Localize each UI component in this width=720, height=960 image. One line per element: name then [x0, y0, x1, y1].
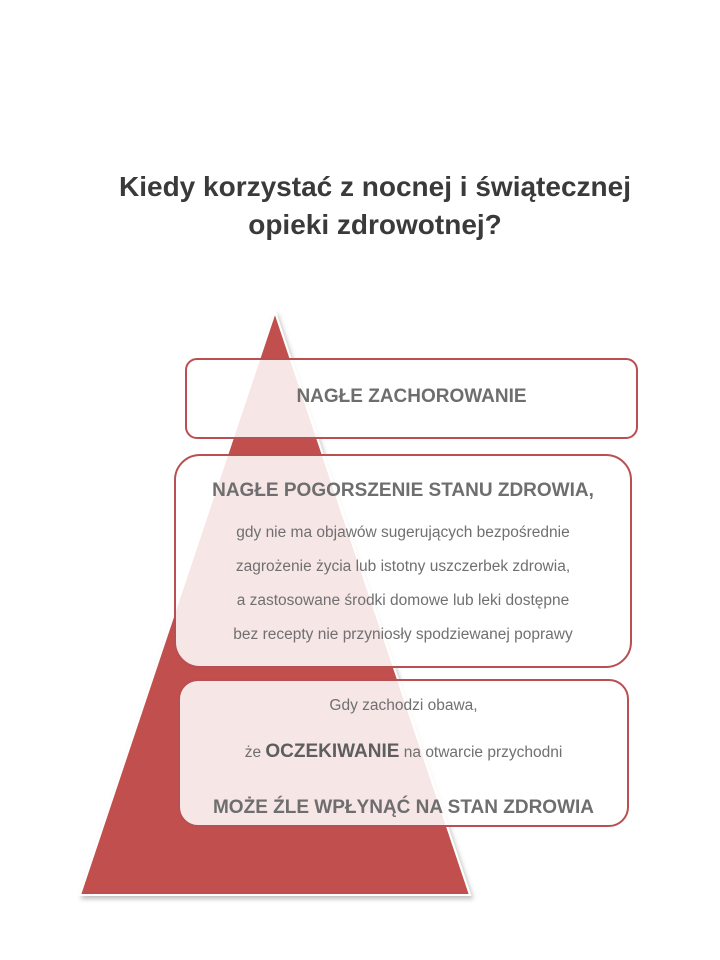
tier-middle-box	[174, 454, 632, 668]
tier-bottom-line-2-suffix: na otwarcie przychodni	[403, 744, 563, 761]
tier-bottom-heading: MOŻE ŹLE WPŁYNĄĆ NA STAN ZDROWIA	[212, 797, 595, 818]
tier-middle-heading: NAGŁE POGORSZENIE STANU ZDROWIA,	[212, 480, 594, 501]
tier-bottom-line-2-prefix: że	[244, 744, 262, 761]
tier-middle-line-3: a zastosowane środki domowe lub leki dostępne	[236, 592, 570, 609]
title-line-1: Kiedy korzystać z nocnej i świątecznej	[119, 171, 631, 202]
tier-middle-line-2: zagrożenie życia lub istotny uszczerbek zdrowia,	[235, 558, 571, 575]
tier-middle-line-1: gdy nie ma objawów sugerujących bezpośrednie	[236, 524, 570, 541]
tier-bottom-emphasis: OCZEKIWANIE	[265, 741, 400, 762]
tier-bottom-box	[178, 679, 629, 827]
tier-bottom-line-2	[180, 741, 627, 763]
tier-top-heading: NAGŁE ZACHOROWANIE	[296, 386, 527, 407]
tier-middle-line-4: bez recepty nie przyniosły spodziewanej poprawy	[233, 626, 573, 643]
tier-bottom-line-1: Gdy zachodzi obawa,	[329, 697, 478, 714]
title-line-2: opieki zdrowotnej?	[248, 209, 502, 240]
tier-top-box	[185, 358, 638, 439]
